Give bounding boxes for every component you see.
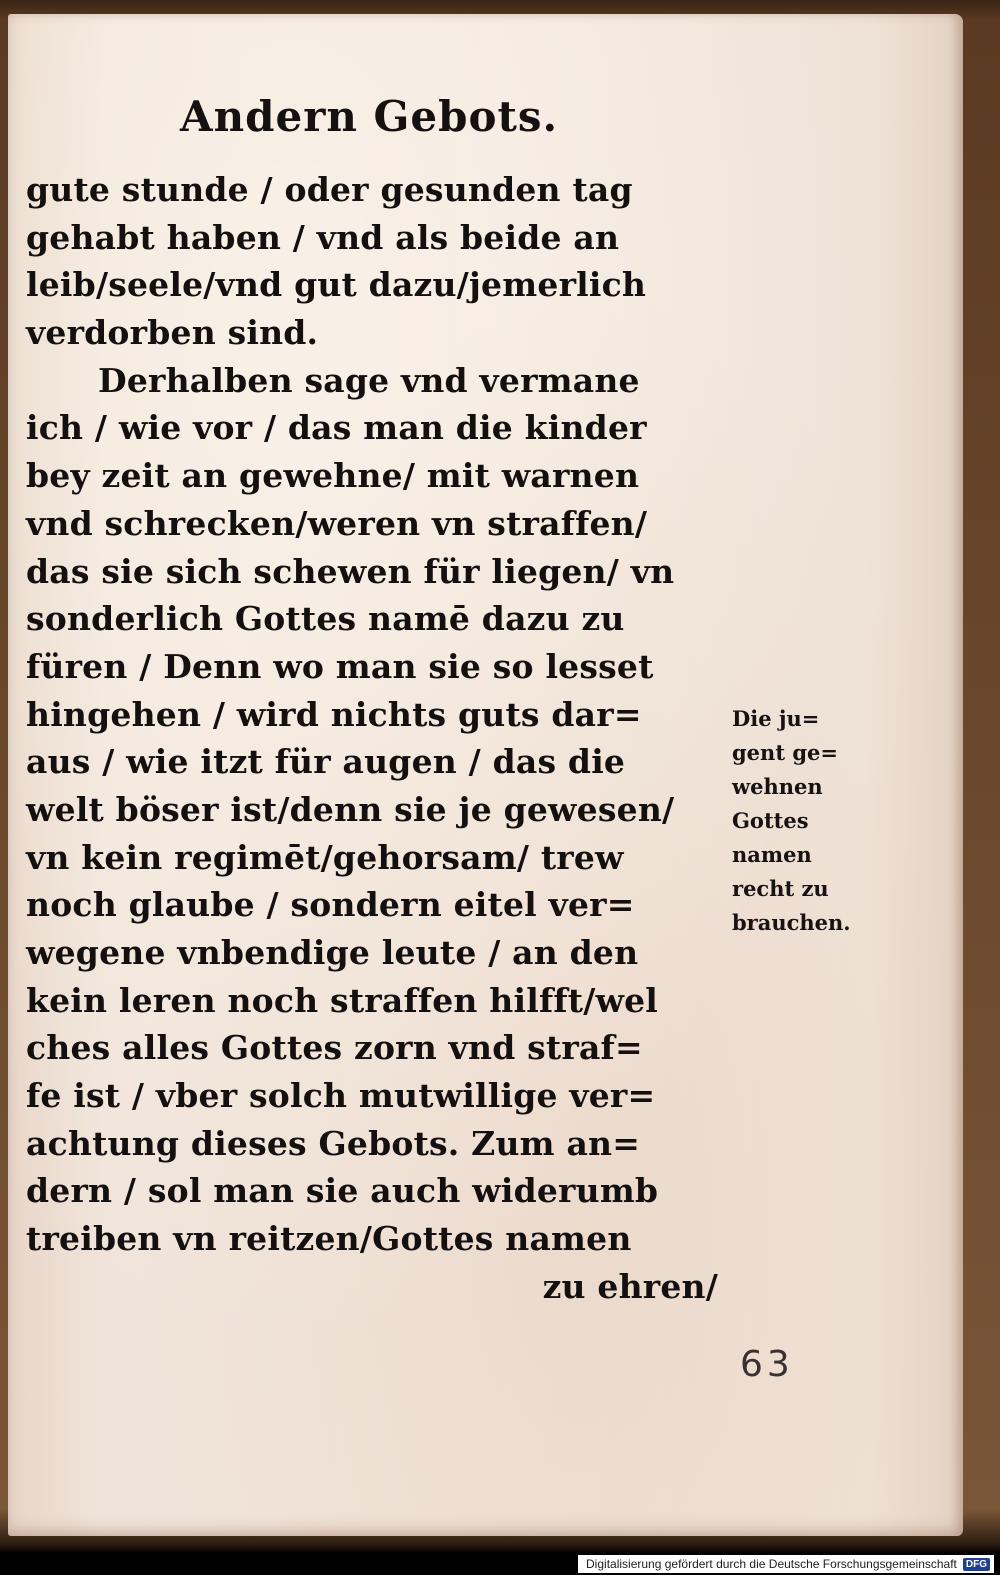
text-line: welt böser ist/denn sie je gewesen/ <box>26 789 675 829</box>
text-line: treiben vn reitzen/Gottes namen <box>26 1219 632 1259</box>
text-line: das sie sich schewen für liegen/ vn <box>26 551 675 591</box>
margin-note-line: namen <box>732 842 812 867</box>
text-line: achtung dieses Gebots. Zum an= <box>26 1123 641 1163</box>
text-line: ches alles Gottes zorn vnd straf= <box>26 1028 643 1068</box>
text-line: Derhalben sage vnd vermane <box>98 360 640 400</box>
digitization-footer <box>578 1555 994 1573</box>
text-line: ich / wie vor / das man die kinder <box>26 408 647 448</box>
text-line: aus / wie itzt für augen / das die <box>26 742 626 782</box>
margin-note <box>732 702 892 940</box>
text-line: vn kein regimēt/gehorsam/ trew <box>26 837 624 877</box>
catchword-line: zu ehren/ <box>542 1266 718 1306</box>
text-line: noch glaube / sondern eitel ver= <box>26 885 635 925</box>
margin-note-line: brauchen. <box>732 910 851 935</box>
text-line: fe ist / vber solch mutwillige ver= <box>26 1076 656 1116</box>
text-line: bey zeit an gewehne/ mit warnen <box>26 456 640 496</box>
text-line: füren / Denn wo man sie so lesset <box>26 646 654 686</box>
footer-credit: Digitalisierung gefördert durch die Deutsche Forschungsgemeinschaft <box>586 1557 957 1571</box>
text-line: vnd schrecken/weren vn straffen/ <box>26 503 648 543</box>
book-page <box>8 14 963 1536</box>
handwritten-page-number: 63 <box>740 1344 794 1385</box>
margin-note-line: Gottes <box>732 808 809 833</box>
text-line: sonderlich Gottes namē dazu zu <box>26 599 625 639</box>
text-line: leib/seele/vnd gut dazu/jemerlich <box>26 265 647 305</box>
margin-note-line: wehnen <box>732 774 823 799</box>
page-heading: Andern Gebots. <box>180 92 559 141</box>
dfg-logo: DFG <box>963 1558 990 1571</box>
margin-note-line: gent ge= <box>732 740 838 765</box>
margin-note-line: Die ju= <box>732 706 820 731</box>
text-line: hingehen / wird nichts guts dar= <box>26 694 642 734</box>
text-line: dern / sol man sie auch widerumb <box>26 1171 659 1211</box>
text-line: kein leren noch straffen hilfft/wel <box>26 980 659 1020</box>
body-text <box>26 166 726 1311</box>
margin-note-line: recht zu <box>732 876 829 901</box>
text-line: gute stunde / oder gesunden tag <box>26 170 633 209</box>
text-line: gehabt haben / vnd als beide an <box>26 217 620 257</box>
text-line: wegene vnbendige leute / an den <box>26 933 639 972</box>
text-line: verdorben sind. <box>26 313 319 353</box>
